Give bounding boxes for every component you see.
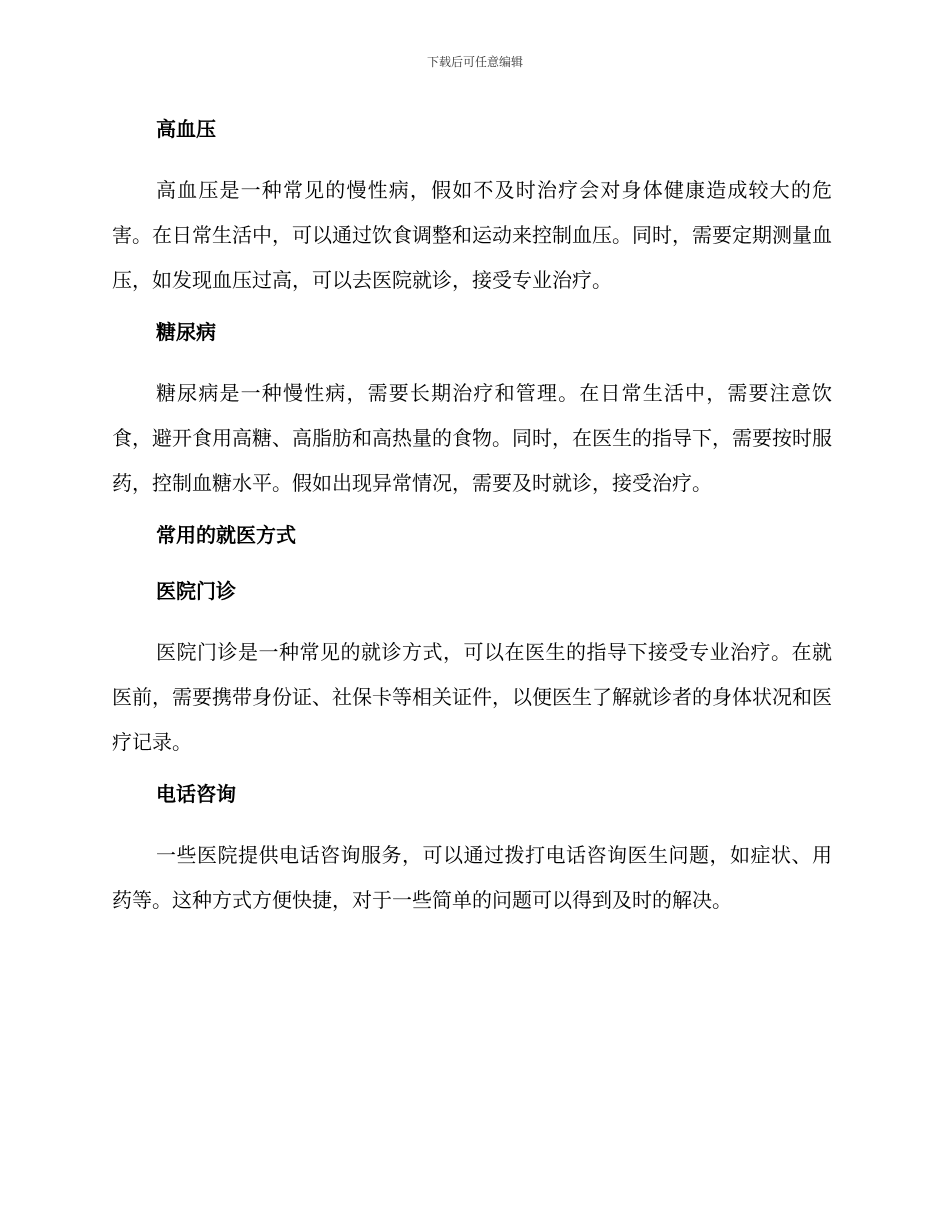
section-heading-outpatient: 医院门诊 (156, 579, 236, 603)
page-header: 下载后可任意编辑 (426, 55, 523, 69)
paragraph-hypertension: 高血压是一种常见的慢性病，假如不及时治疗会对身体健康造成较大的危害。在日常生活中，可以通过饮食调整和运动来控制血压。同时，需要定期测量血压，如发现血压过高，可以去医院就诊，接受专业治疗。 (112, 178, 832, 292)
section-heading-hypertension: 高血压 (156, 117, 216, 141)
document-body (112, 112, 832, 935)
section-heading-diabetes: 糖尿病 (156, 320, 216, 344)
paragraph-phone-consult: 一些医院提供电话咨询服务，可以通过拨打电话咨询医生问题，如症状、用药等。这种方式方便快捷，对于一些简单的问题可以得到及时的解决。 (112, 843, 832, 912)
section-heading-phone-consult: 电话咨询 (156, 782, 236, 806)
paragraph-diabetes: 糖尿病是一种慢性病，需要长期治疗和管理。在日常生活中，需要注意饮食，避开食用高糖、高脂肪和高热量的食物。同时，在医生的指导下，需要按时服药，控制血糖水平。假如出现异常情况，需要及时就诊，接受治疗。 (112, 381, 832, 495)
section-heading-medical-methods: 常用的就医方式 (156, 523, 296, 547)
paragraph-outpatient: 医院门诊是一种常见的就诊方式，可以在医生的指导下接受专业治疗。在就医前，需要携带身份证、社保卡等相关证件，以便医生了解就诊者的身体状况和医疗记录。 (112, 640, 832, 754)
